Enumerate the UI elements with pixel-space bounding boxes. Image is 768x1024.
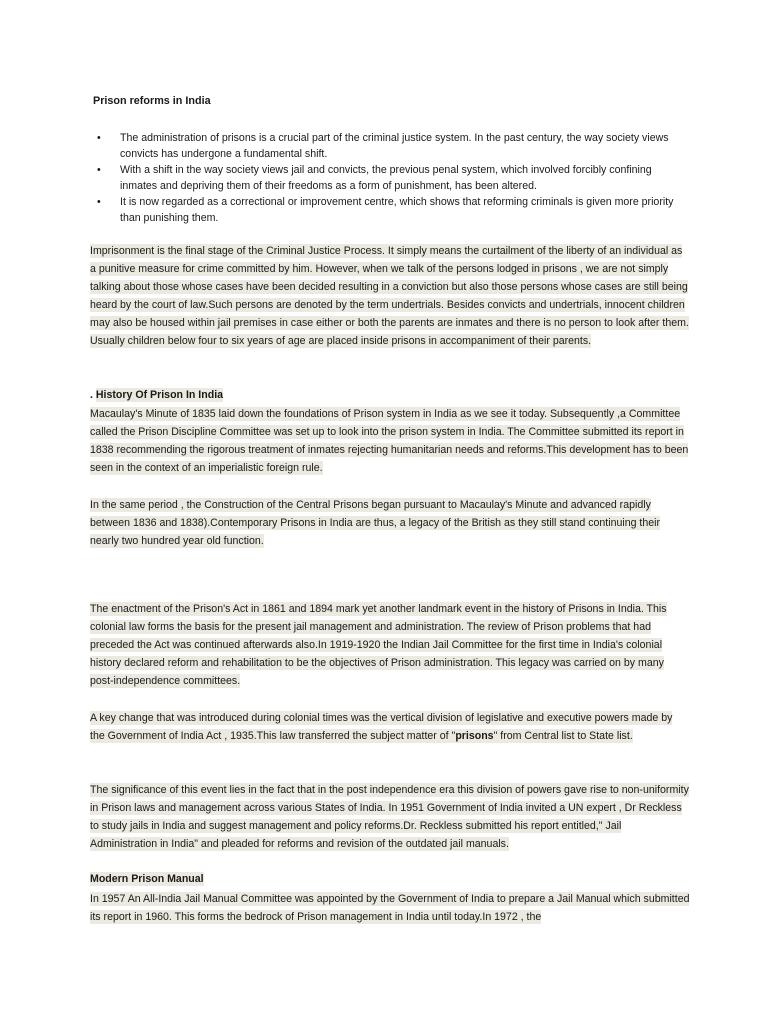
paragraph-prisons-act xyxy=(90,600,690,690)
paragraph-text: Macaulay's Minute of 1835 laid down the foundations of Prison system in India as we see it today. Subsequently ,a Committee called the Prison Discipline Committee was set up to look into the prison system in India. The Committee submitted its report in 1838 recommending the rigorous treatment of inmates rejecting humanitarian needs and reforms.This development has to been seen in the context of an imperialistic foreign rule. xyxy=(90,408,689,474)
bullet-text: With a shift in the way society views jail and convicts, the previous penal system, which involved forcibly confining inmates and depriving them of their freedoms as a form of punishment, has been altered. xyxy=(120,164,652,192)
bullet-icon: • xyxy=(97,164,101,176)
paragraph-text-after: " from Central list to State list. xyxy=(493,730,633,742)
paragraph-text: In 1957 An All-India Jail Manual Committee was appointed by the Government of India to prepare a Jail Manual which submitted its report in 1960. This forms the bedrock of Prison management in India until today.In 1972 , the xyxy=(90,893,690,923)
bullet-icon: • xyxy=(97,132,101,144)
bullet-icon: • xyxy=(97,196,101,208)
paragraph-text: In the same period , the Construction of the Central Prisons began pursuant to Macaulay's Minute and advanced rapidly between 1836 and 1838).Contemporary Prisons in India are thus, a legacy of the British as they still stand continuing their nearly two hundred year old function. xyxy=(90,499,661,547)
bullet-text: It is now regarded as a correctional or improvement centre, which shows that reforming criminals is given more priority than punishing them. xyxy=(120,196,674,224)
paragraph-key-change xyxy=(90,709,690,745)
paragraph-bold-term: prisons xyxy=(455,730,494,742)
paragraph-imprisonment xyxy=(90,242,690,350)
bullet-list xyxy=(90,130,690,226)
heading-text: Modern Prison Manual xyxy=(90,873,204,885)
list-item xyxy=(90,162,690,194)
paragraph-significance xyxy=(90,781,690,853)
paragraph-text: The enactment of the Prison's Act in 1861 and 1894 mark yet another landmark event in the history of Prisons in India. This colonial law forms the basis for the present jail management and administration. The review of Prison problems that had preceded the Act was continued afterwards also.In 1919-1920 the Indian Jail Committee for the first time in India's colonial history declared reform and rehabilitation to be the objectives of Prison administration. This legacy was carried on by many post-independence committees. xyxy=(90,603,667,687)
paragraph-central-prisons xyxy=(90,496,690,550)
paragraph-text: The significance of this event lies in the fact that in the post independence era this division of powers gave rise to non-uniformity in Prison laws and management across various States of India. In 1951 Government of India invited a UN expert , Dr Reckless to study jails in India and suggest management and policy reforms.Dr. Reckless submitted his report entitled," Jail Administration in India" and pleaded for reforms and revision of the outdated jail manuals. xyxy=(90,784,689,850)
paragraph-text: Imprisonment is the final stage of the Criminal Justice Process. It simply means the curtailment of the liberty of an individual as a punitive measure for crime committed by him. However, when we talk of the persons lodged in prisons , we are not simply talking about those whose cases have been decided resulting in a conviction but also those persons whose cases are still being heard by the court of law.Such persons are denoted by the term undertrials. Besides convicts and undertrials, innocent children may also be housed within jail premises in case either or both the parents are inmates and there is no person to look after them. Usually children below four to six years of age are placed inside prisons in accompaniment of their parents. xyxy=(90,245,689,347)
paragraph-macaulay xyxy=(90,405,690,477)
list-item xyxy=(90,194,690,226)
heading-text: History Of Prison In India xyxy=(95,389,224,401)
list-item xyxy=(90,130,690,162)
bullet-text: The administration of prisons is a crucial part of the criminal justice system. In the past century, the way society views convicts has undergone a fundamental shift. xyxy=(120,132,669,160)
heading-prefix: . xyxy=(90,389,96,401)
history-heading xyxy=(90,389,223,401)
paragraph-modern-manual xyxy=(90,890,690,926)
document-title: Prison reforms in India xyxy=(93,95,211,107)
modern-manual-heading xyxy=(90,873,204,885)
paragraph-text-before: A key change that was introduced during colonial times was the vertical division of legislative and executive powers made by the Government of India Act , 1935.This law transferred the subject matter of " xyxy=(90,712,673,742)
